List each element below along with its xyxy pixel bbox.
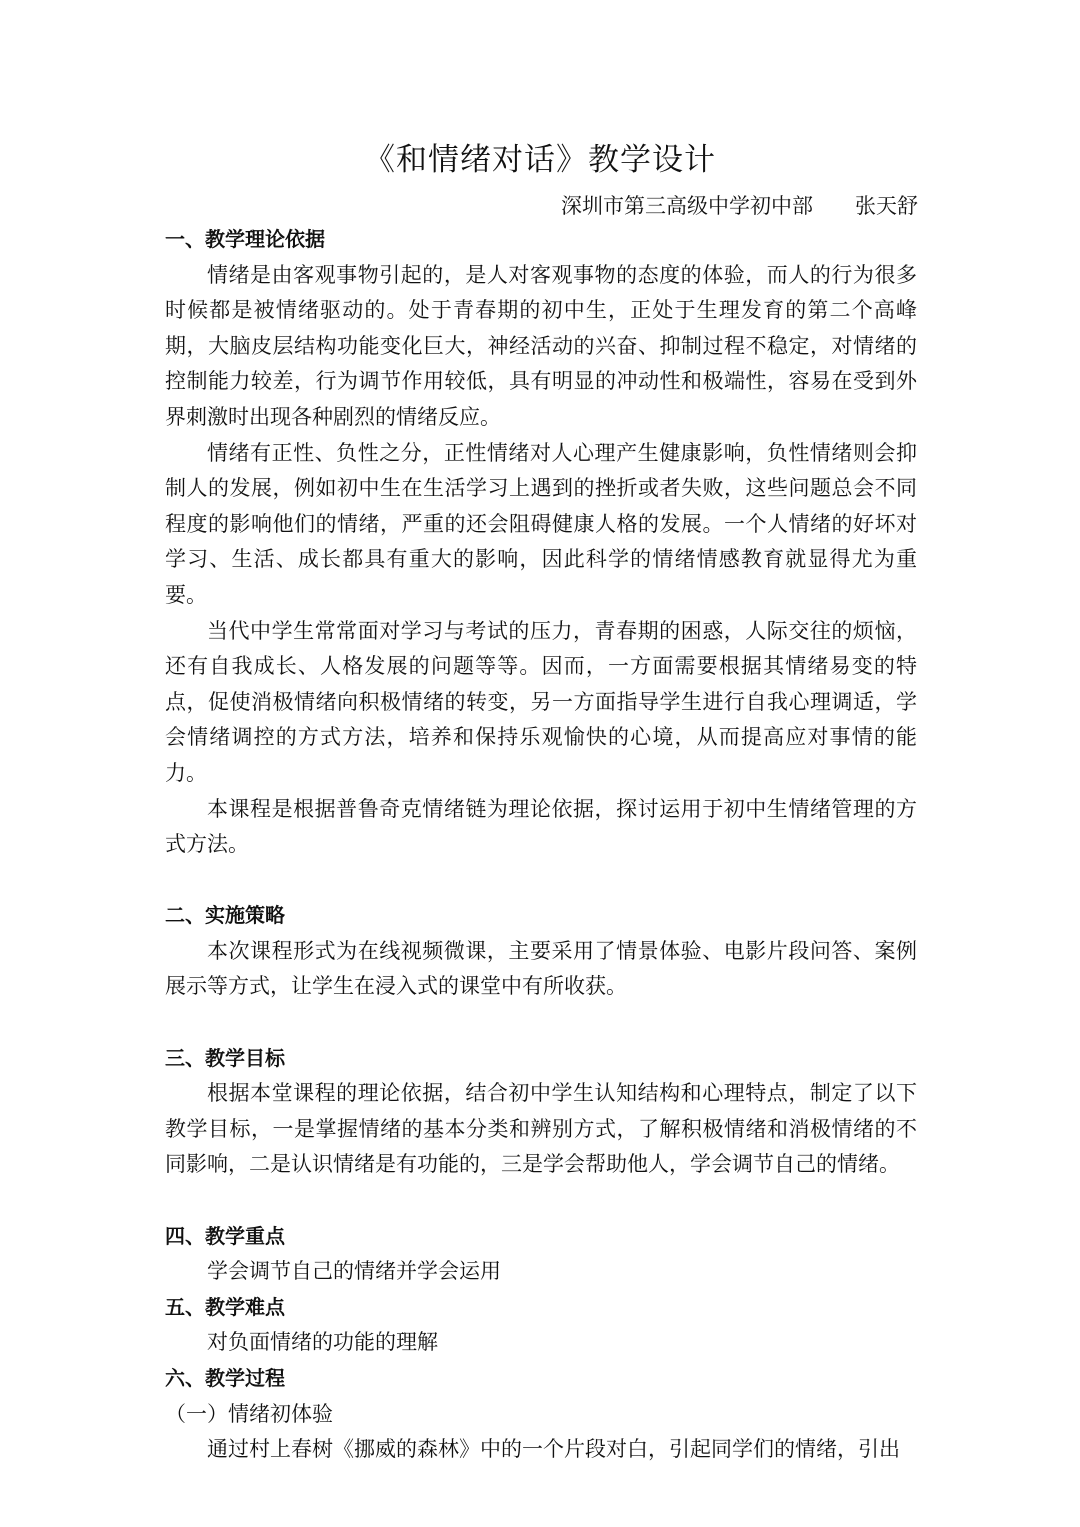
author-name: 张天舒 (855, 194, 918, 218)
paragraph: 情绪是由客观事物引起的，是人对客观事物的态度的体验，而人的行为很多时候都是被情绪驱动的。处于青春期的初中生，正处于生理发育的第二个高峰期，大脑皮层结构功能变化巨大，神经活动的兴奋、抑制过程不稳定，对情绪的控制能力较差，行为调节作用较低，具有明显的冲动性和极端性，容易在受到外界刺激时出现各种剧烈的情绪反应。 (165, 262, 917, 429)
section-heading: 二、实施策略 (165, 903, 285, 928)
section-heading: 四、教学重点 (165, 1223, 285, 1248)
section-heading: 六、教学过程 (165, 1366, 285, 1390)
document-body (165, 222, 917, 1468)
paragraph: 本课程是根据普鲁奇克情绪链为理论依据，探讨运用于初中生情绪管理的方式方法。 (165, 796, 917, 857)
section-heading: 一、教学理论依据 (165, 227, 325, 251)
paragraph: 对负面情绪的功能的理解 (207, 1330, 438, 1355)
document-title: 《和情绪对话》教学设计 (364, 142, 716, 178)
section-heading: 三、教学目标 (165, 1045, 285, 1070)
paragraph: 通过村上春树《挪威的森林》中的一个片段对白，引起同学们的情绪，引出 (207, 1437, 900, 1462)
paragraph: 情绪有正性、负性之分，正性情绪对人心理产生健康影响，负性情绪则会抑制人的发展，例如初中生在生活学习上遇到的挫折或者失败，这些问题总会不同程度的影响他们的情绪，严重的还会阻碍健康人格的发展。一个人情绪的好坏对学习、生活、成长都具有重大的影响，因此科学的情绪情感教育就显得尤为重要。 (165, 440, 917, 607)
author-line (561, 190, 918, 222)
paragraph: 学会调节自己的情绪并学会运用 (207, 1259, 501, 1284)
subsection-heading: （一）情绪初体验 (165, 1401, 333, 1426)
paragraph: 本次课程形式为在线视频微课，主要采用了情景体验、电影片段问答、案例展示等方式，让学生在浸入式的课堂中有所收获。 (165, 938, 917, 999)
school-name: 深圳市第三高级中学初中部 (561, 194, 813, 218)
paragraph: 根据本堂课程的理论依据，结合初中学生认知结构和心理特点，制定了以下教学目标，一是掌握情绪的基本分类和辨别方式，了解积极情绪和消极情绪的不同影响，二是认识情绪是有功能的，三是学会帮助他人，学会调节自己的情绪。 (165, 1081, 917, 1177)
paragraph: 当代中学生常常面对学习与考试的压力，青春期的困惑，人际交往的烦恼，还有自我成长、人格发展的问题等等。因而，一方面需要根据其情绪易变的特点，促使消极情绪向积极情绪的转变，另一方面指导学生进行自我心理调适，学会情绪调控的方式方法，培养和保持乐观愉快的心境，从而提高应对事情的能力。 (165, 618, 917, 785)
section-heading: 五、教学难点 (165, 1294, 285, 1319)
